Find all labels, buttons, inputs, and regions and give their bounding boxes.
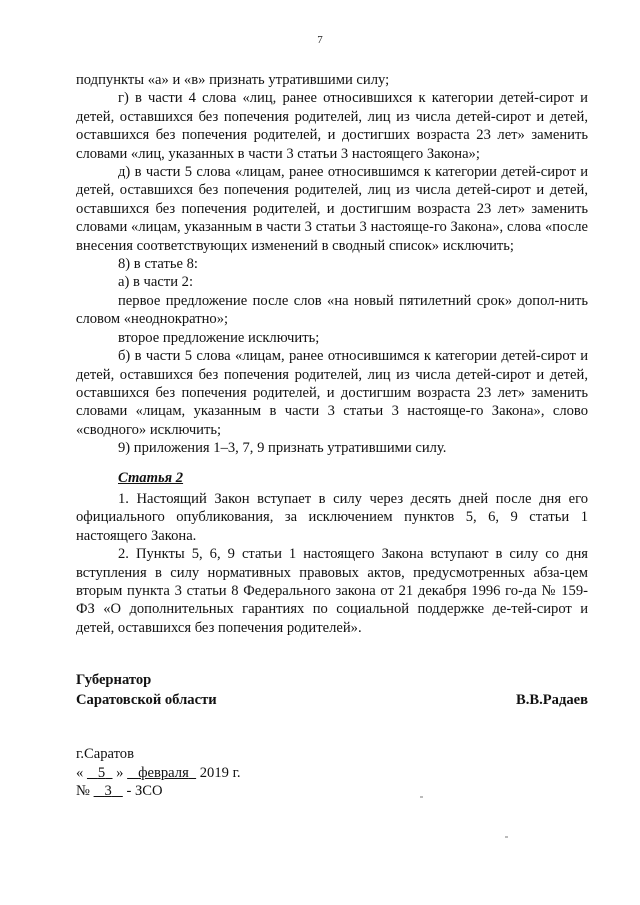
date-month: февраля [138, 764, 189, 781]
signer-position-line2: Саратовской области [76, 692, 217, 708]
number-prefix: № [76, 783, 90, 800]
date-line [76, 764, 241, 783]
amendments-text [76, 71, 588, 458]
signer-position-line1: Губернатор [76, 672, 152, 688]
date-quote-open: « [76, 764, 84, 781]
page-number: 7 [317, 34, 323, 46]
article-heading: Статья 2 [118, 470, 184, 486]
paragraph: 8) в статье 8: [118, 256, 198, 273]
document-number: 3 [104, 783, 112, 800]
paragraph: второе предложение исключить; [118, 329, 320, 346]
paragraph: б) в части 5 слова «лицам, ранее относившимся к категории детей-сирот и детей, оставшихся без попечения родителей, лиц из числа детей-сирот и детей, оставшихся без попечения родителей, и достигшим возраста 23 лет» заменить словами «лицам, указанным в части 3 статьи 3 настояще-го Закона», слово «сводного» исключить; [76, 348, 588, 438]
paragraph: подпункты «а» и «в» признать утратившими силу; [76, 72, 390, 88]
paragraph: а) в части 2: [118, 274, 194, 291]
paragraph: первое предложение после слов «на новый пятилетний срок» допол-нить словом «неоднократно»; [76, 292, 588, 328]
article-paragraph: 2. Пункты 5, 6, 9 статьи 1 настоящего Закона вступают в силу со дня вступления в силу нормативных правовых актов, предусмотренных абза-цем вторым пункта 3 статьи 8 Федерального закона от 21 декабря 1996 го-да № 159-ФЗ «О дополнительных гарантиях по социальной поддержке де-тей-сирот и детей, оставшихся без попечения родителей». [76, 546, 588, 636]
paragraph: 9) приложения 1–3, 7, 9 признать утратившими силу. [118, 440, 447, 457]
scan-speck [420, 796, 423, 798]
number-suffix: - ЗСО [126, 783, 163, 800]
signature-block [76, 670, 588, 710]
place-date-block [76, 745, 241, 801]
article-paragraph: 1. Настоящий Закон вступает в силу через десять дней после дня его официального опубликования, за исключением пунктов 5, 6, 9 статьи 1 настоящего Закона. [76, 491, 588, 544]
scan-speck [505, 836, 508, 838]
city: г.Саратов [76, 746, 134, 762]
article-text [76, 490, 588, 637]
date-day: 5 [97, 764, 106, 781]
date-year: 2019 г. [199, 764, 241, 781]
paragraph: д) в части 5 слова «лицам, ранее относившимся к категории детей-сирот и детей, оставшихся без попечения родителей, лиц из числа детей-сирот и детей, оставшихся без попечения родителей, и достигшим возраста 23 лет» заменить словами «лицам, указанным в части 3 статьи 3 настояще-го Закона», слова «после внесения соответствующих изменений в сводный список» исключить; [76, 164, 588, 254]
signer-name: В.В.Радаев [515, 692, 588, 708]
date-quote-close: » [116, 764, 124, 781]
number-line [76, 782, 241, 801]
paragraph: г) в части 4 слова «лиц, ранее относившихся к категории детей-сирот и детей, оставшихся без попечения родителей, лиц из числа детей-сирот и детей, оставшихся без попечения родителей, и достигших возраста 23 лет» заменить словами «лиц, указанных в части 3 статьи 3 настоящего Закона»; [76, 90, 588, 162]
